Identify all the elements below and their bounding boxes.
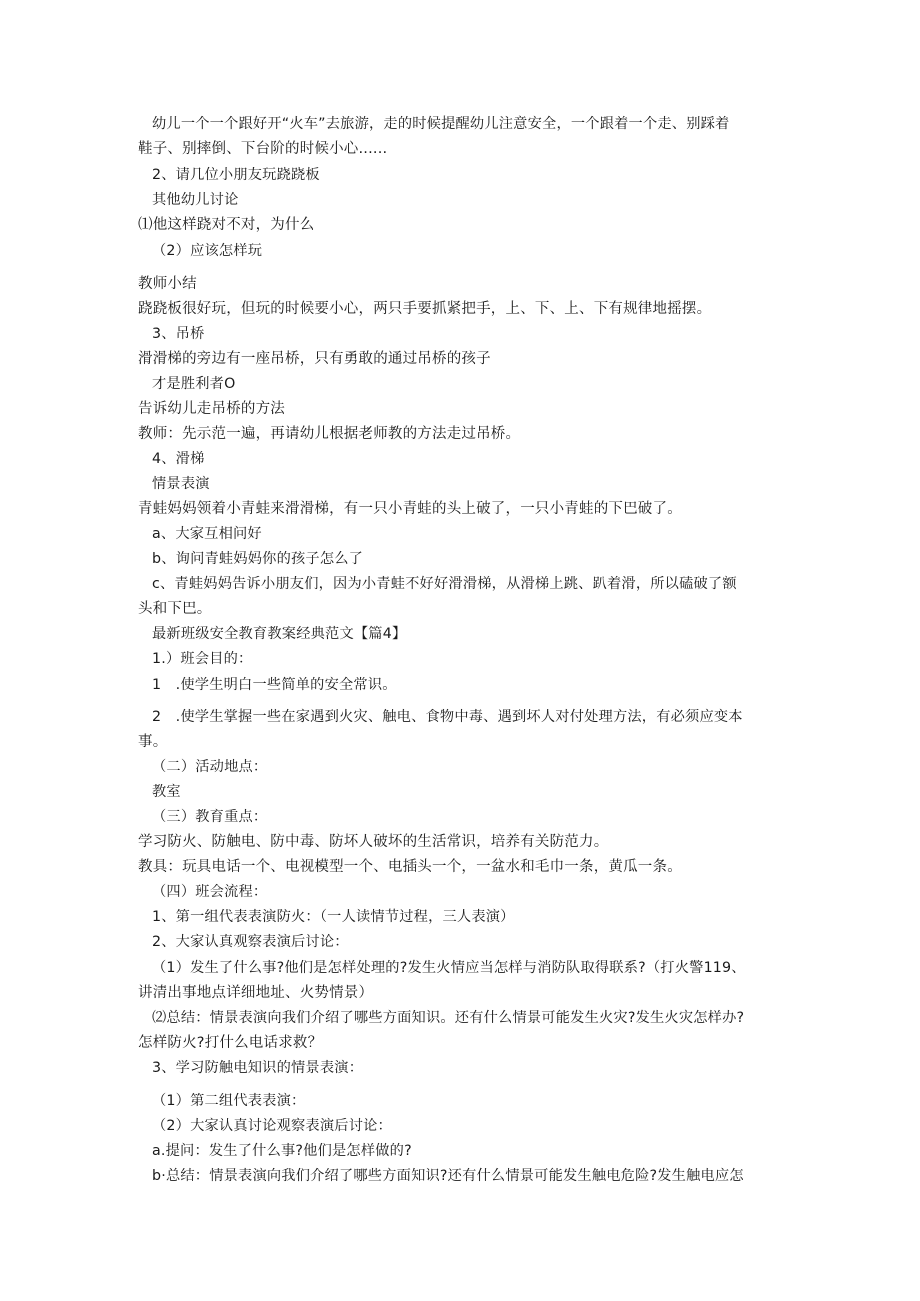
text-line: （四）班会流程： <box>152 884 268 900</box>
paragraph-train-line-2: 鞋子、别摔倒、下台阶的时候小心...... <box>138 141 388 157</box>
text-line: 头和下巴。 <box>138 601 212 617</box>
text-line: （2）应该怎样玩 <box>152 243 263 259</box>
text-line: 才是胜利者O <box>152 376 236 392</box>
text-line: 教室 <box>152 784 181 800</box>
text-line: a、大家互相问好 <box>152 526 262 542</box>
text-line: 学习防火、防触电、防中毒、防坏人破坏的生活常识，培养有关防范力。 <box>138 834 609 850</box>
text-line: 告诉幼儿走吊桥的方法 <box>138 401 285 417</box>
text-line: 1.）班会目的： <box>152 651 253 667</box>
text-line: 2 .使学生掌握一些在家遇到火灾、触电、食物中毒、遇到坏人对付处理方法，有必须应变本 <box>152 709 743 725</box>
text-line: 跷跷板很好玩，但玩的时候要小心，两只手要抓紧把手，上、下、上、下有规律地摇摆。 <box>138 301 712 317</box>
text-line: 讲清出事地点详细地址、火势情景） <box>138 985 374 1001</box>
text-line: 1、第一组代表表演防火：（一人读情节过程，三人表演） <box>152 909 515 925</box>
text-line: 其他幼儿讨论 <box>152 192 239 208</box>
step-seesaw-heading: 2、请几位小朋友玩跷跷板 <box>152 167 320 183</box>
text-line: ⑴他这样跷对不对，为什么 <box>138 217 315 233</box>
text-line: 滑滑梯的旁边有一座吊桥，只有勇敢的通过吊桥的孩子 <box>138 351 491 367</box>
text-line: 2、大家认真观察表演后讨论： <box>152 934 349 950</box>
text-line: 教具：玩具电话一个、电视模型一个、电插头一个，一盆水和毛巾一条，黄瓜一条。 <box>138 859 682 875</box>
text-line: （2）大家认真讨论观察表演后讨论： <box>152 1118 392 1134</box>
text-line: b·总结：情景表演向我们介绍了哪些方面知识?还有什么情景可能发生触电危险?发生触电应怎 <box>152 1168 744 1184</box>
step-bridge-heading: 3、吊桥 <box>152 326 205 342</box>
text-line: 教师：先示范一遍，再请幼儿根据老师教的方法走过吊桥。 <box>138 426 521 442</box>
step-slide-heading: 4、滑梯 <box>152 451 205 467</box>
section-title: 最新班级安全教育教案经典范文【篇4】 <box>152 626 407 642</box>
text-line: 青蛙妈妈领着小青蛙来滑滑梯，有一只小青蛙的头上破了，一只小青蛙的下巴破了。 <box>138 501 682 517</box>
text-line: 情景表演 <box>152 476 210 492</box>
text-line: 教师小结 <box>138 276 197 292</box>
text-line: 1 .使学生明白一些简单的安全常识。 <box>152 677 397 693</box>
text-line: （1）第二组代表表演： <box>152 1093 306 1109</box>
text-line: b、询问青蛙妈妈你的孩子怎么了 <box>152 551 364 567</box>
text-line: （三）教育重点： <box>152 809 268 825</box>
text-line: a.提问：发生了什么事?他们是怎样做的? <box>152 1143 412 1159</box>
paragraph-train-line-1: 幼儿一个一个跟好开“火车”去旅游，走的时候提醒幼儿注意安全，一个跟着一个走、别踩着 <box>152 116 730 132</box>
text-line: （二）活动地点： <box>152 759 268 775</box>
text-line: c、青蛙妈妈告诉小朋友们，因为小青蛙不好好滑滑梯，从滑梯上跳、趴着滑，所以磕破了额 <box>152 576 737 592</box>
text-line: 事。 <box>138 734 168 750</box>
text-line: 3、学习防触电知识的情景表演： <box>152 1060 364 1076</box>
text-line: ⑵总结：情景表演向我们介绍了哪些方面知识。还有什么情景可能发生火灾?发生火灾怎样办? <box>152 1010 745 1026</box>
text-line: 怎样防火?打什么电话求救？ <box>138 1035 323 1051</box>
text-line: （1）发生了什么事?他们是怎样处理的?发生火情应当怎样与消防队取得联系?（打火警119、 <box>152 960 746 976</box>
